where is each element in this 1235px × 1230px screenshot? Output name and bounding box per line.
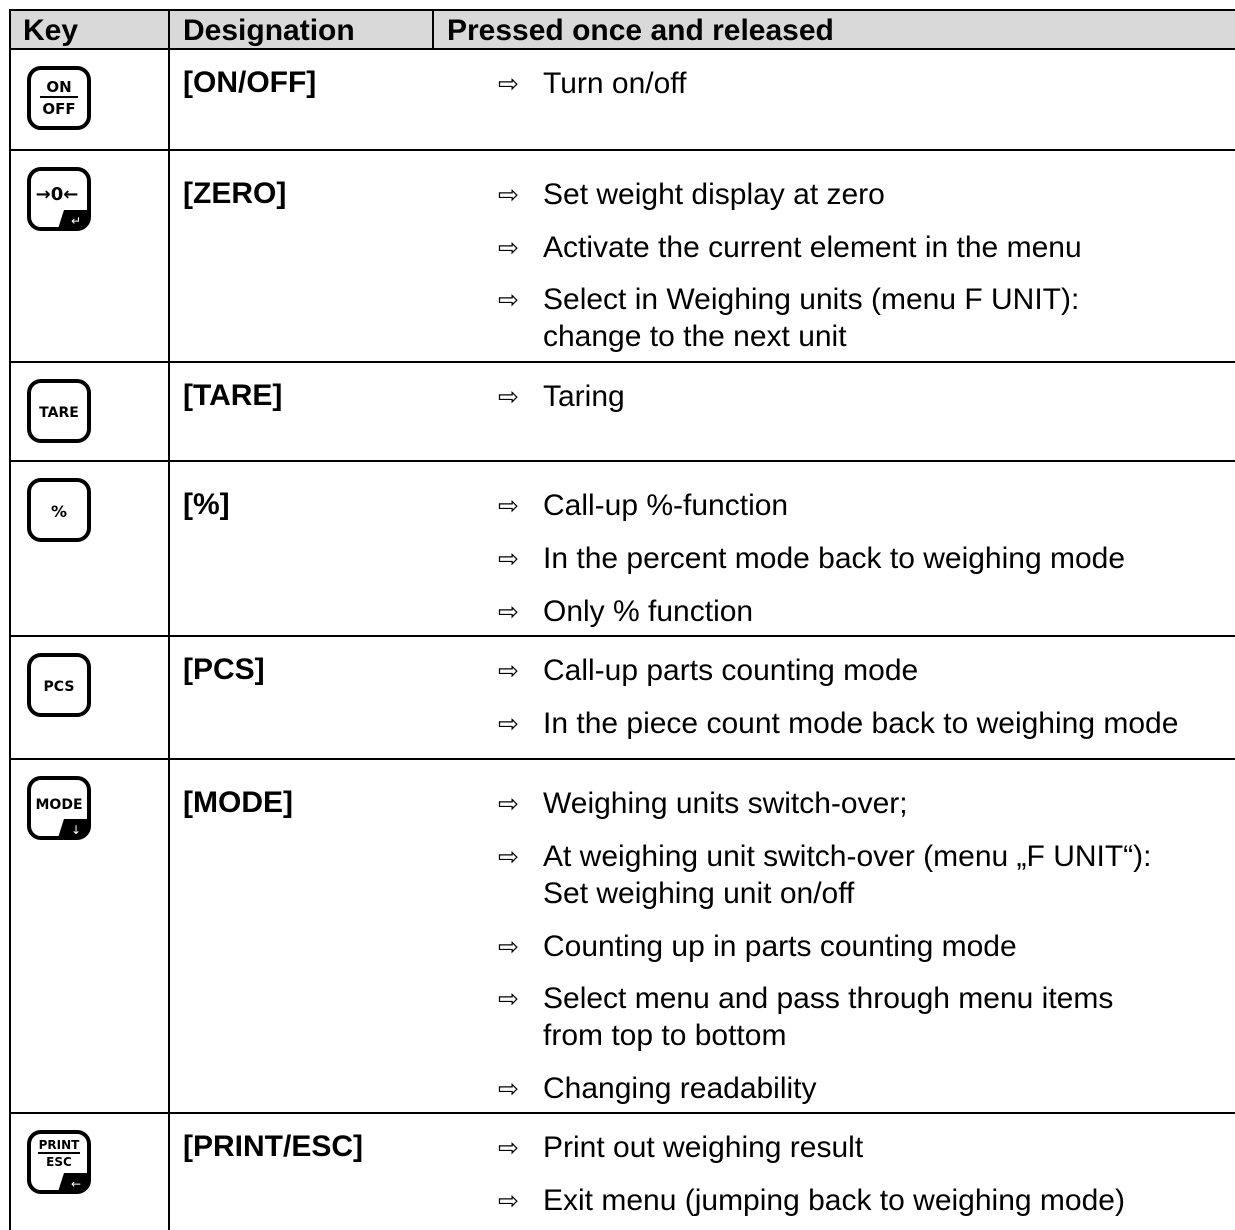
table-row [9,149,1235,361]
designation: [PRINT/ESC] [183,1130,363,1163]
arrow-bullet-icon: ⇨ [498,1187,519,1215]
arrow-bullet-icon: ⇨ [498,286,519,314]
arrow-bullet-icon: ⇨ [498,383,519,411]
svg-text:%: % [50,502,68,521]
tare-key-icon [26,378,92,444]
action-text: Only % function [543,595,754,628]
svg-text:PCS: PCS [43,679,75,695]
svg-text:→0←: →0← [35,184,79,205]
svg-text:ESC: ESC [46,1155,72,1169]
header-designation: Designation [183,14,355,47]
designation: [PCS] [183,653,265,686]
action-text: Print out weighing result [543,1131,864,1164]
designation: [TARE] [183,379,283,412]
table-row [9,460,1235,635]
table-row [9,48,1235,149]
action-text: Call-up %-function [543,489,789,522]
action-text: In the piece count mode back to weighing mode [543,707,1179,740]
header-action: Pressed once and released [447,14,834,47]
percent-key-icon [26,477,92,543]
svg-text:TARE: TARE [39,405,79,421]
arrow-bullet-icon: ⇨ [498,1134,519,1162]
action-text: Select in Weighing units (menu F UNIT): [543,283,1080,316]
action-text: Call-up parts counting mode [543,654,919,687]
table-row [9,1112,1235,1230]
action-text: from top to bottom [543,1019,787,1052]
arrow-bullet-icon: ⇨ [498,933,519,961]
action-text: Changing readability [543,1072,817,1105]
action-text: Set weighing unit on/off [543,877,855,910]
svg-text:PRINT: PRINT [38,1138,80,1152]
action-text: Exit menu (jumping back to weighing mode) [543,1184,1125,1217]
action-text: Taring [543,380,625,413]
action-text: In the percent mode back to weighing mode [543,542,1126,575]
svg-text:OFF: OFF [42,100,76,118]
pcs-key-icon [26,652,92,718]
arrow-bullet-icon: ⇨ [498,843,519,871]
svg-text:↵: ↵ [70,214,82,228]
table-row [9,635,1235,758]
arrow-bullet-icon: ⇨ [498,234,519,262]
action-text: Activate the current element in the menu [543,231,1082,264]
table-row [9,758,1235,1112]
mode-key-icon [26,775,92,841]
zero-key-icon [26,166,92,232]
print-esc-key-icon [26,1129,92,1195]
designation: [MODE] [183,786,293,819]
table-header [9,9,1235,48]
table-row [9,361,1235,460]
svg-text:↓: ↓ [70,823,82,837]
arrow-bullet-icon: ⇨ [498,181,519,209]
action-text: Select menu and pass through menu items [543,982,1114,1015]
svg-text:MODE: MODE [35,797,83,813]
svg-text:←: ← [70,1177,82,1191]
header-key: Key [23,14,79,47]
action-text: Counting up in parts counting mode [543,930,1017,963]
arrow-bullet-icon: ⇨ [498,492,519,520]
on-off-key-icon [26,65,92,131]
action-text: change to the next unit [543,320,847,353]
action-text: Turn on/off [543,67,687,100]
arrow-bullet-icon: ⇨ [498,985,519,1013]
arrow-bullet-icon: ⇨ [498,710,519,738]
arrow-bullet-icon: ⇨ [498,598,519,626]
action-text: Weighing units switch-over; [543,787,908,820]
designation: [ON/OFF] [183,66,317,99]
arrow-bullet-icon: ⇨ [498,1075,519,1103]
action-text: Set weight display at zero [543,178,885,211]
arrow-bullet-icon: ⇨ [498,70,519,98]
arrow-bullet-icon: ⇨ [498,790,519,818]
svg-text:ON: ON [46,78,72,96]
arrow-bullet-icon: ⇨ [498,657,519,685]
designation: [%] [183,488,230,521]
arrow-bullet-icon: ⇨ [498,545,519,573]
action-text: At weighing unit switch-over (menu „F UNIT“): [543,840,1152,873]
designation: [ZERO] [183,177,287,210]
